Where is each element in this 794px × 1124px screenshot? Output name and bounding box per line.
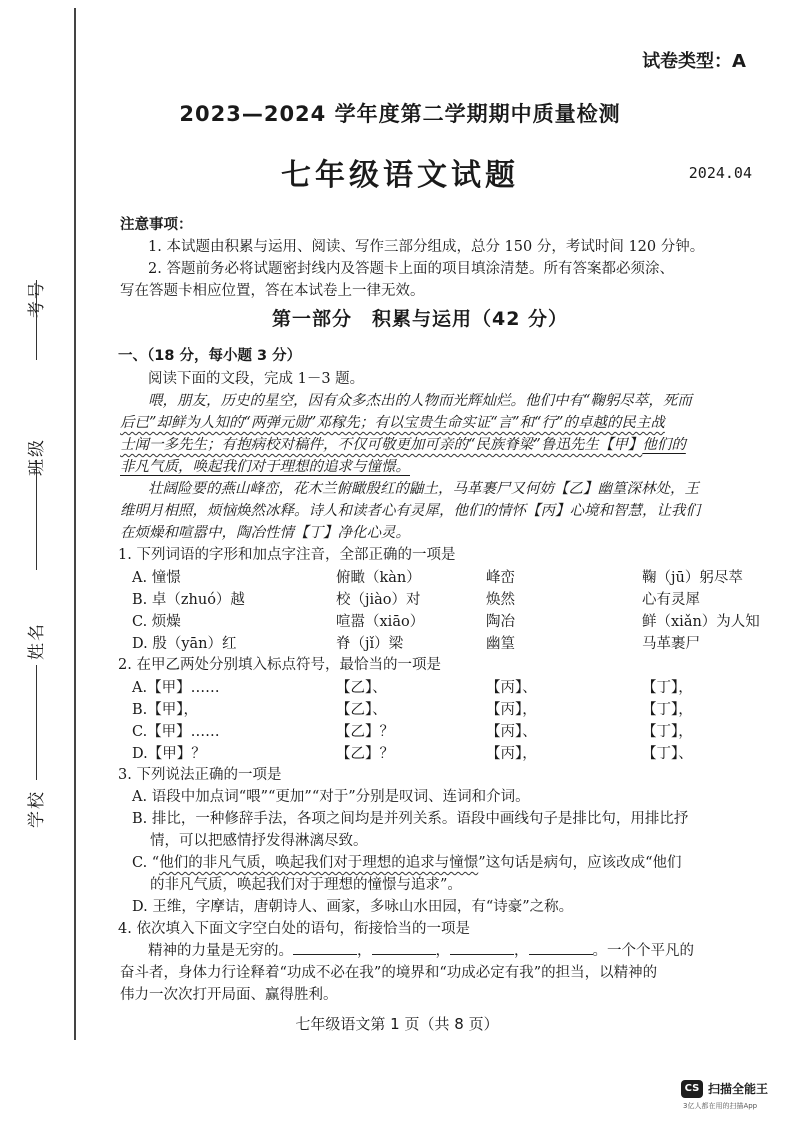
option-text: 俯瞰（kàn） xyxy=(336,570,421,586)
answer-blank[interactable] xyxy=(293,940,357,955)
passage-line: 维明月相照，烦恼焕然冰释。诗人和读者心有灵犀，他们的情怀【丙】心境和智慧，让我们 xyxy=(120,503,700,519)
notes-heading: 注意事项： xyxy=(120,217,193,233)
binding-line xyxy=(74,8,76,1040)
fill-text: 。一个个平凡的 xyxy=(592,943,694,959)
option-text: A. 憧憬 xyxy=(132,570,181,586)
notes-line: 1. 本试题由积累与运用、阅读、写作三部分组成，总分 150 分，考试时间 120 分钟。 xyxy=(148,239,705,255)
exam-date: 2024.04 xyxy=(688,164,752,182)
option-text: 【乙】、 xyxy=(336,702,387,718)
option-text: 【丙】、 xyxy=(486,724,537,740)
paper-type: 试卷类型：A xyxy=(642,51,746,72)
option-text: B. 卓（zhuó）越 xyxy=(132,592,245,608)
option-text: 【乙】？ xyxy=(336,746,394,762)
option-text: 【丙】、 xyxy=(486,680,537,696)
notes-line: 2. 答题前务必将试题密封线内及答题卡上面的项目填涂清楚。所有答案都必须涂、 xyxy=(148,261,674,277)
option-text: D. 王维，字摩诘，唐朝诗人、画家，多咏山水田园，有“诗豪”之称。 xyxy=(132,899,574,915)
option-text: 脊（jǐ）梁 xyxy=(336,636,404,652)
quoted-sentence: 他们的非凡气质，唤起我们对于理想的追求与憧憬 xyxy=(159,855,479,871)
margin-exam-no: 考号 xyxy=(27,280,47,318)
option-text: B.【甲】， xyxy=(132,702,199,718)
option-text: 鞠（jū）躬尽萃 xyxy=(642,570,743,586)
option-text: D. 殷（yān）红 xyxy=(132,636,237,652)
option-text: 鲜（xiǎn）为人知 xyxy=(642,614,760,630)
notes-line: 写在答题卡相应位置，答在本试卷上一律无效。 xyxy=(120,283,425,299)
option-text: 喧嚣（xiāo） xyxy=(336,614,425,630)
option-text: 心有灵犀 xyxy=(642,592,700,608)
passage-line: 非凡气质，唤起我们对于理想的追求与憧憬。 xyxy=(120,459,410,475)
scanner-tagline: 3亿人都在用的扫描App xyxy=(683,1102,758,1110)
scanner-logo-icon: CS xyxy=(681,1080,703,1098)
option-text: 【丙】， xyxy=(486,702,537,718)
option-text: 【丁】， xyxy=(642,680,693,696)
option-text: 【丙】， xyxy=(486,746,537,762)
option-text: C. 烦燥 xyxy=(132,614,181,630)
fill-blank-line: 精神的力量是无穷的。 ， ， ， 。一个个平凡的 xyxy=(148,940,694,962)
passage-instruction: 阅读下面的文段，完成 1－3 题。 xyxy=(148,371,365,387)
page-footer: 七年级语文第 1 页（共 8 页） xyxy=(295,1015,499,1033)
exam-title: 2023—2024 学年度第二学期期中质量检测 xyxy=(179,102,621,126)
passage-line: 壮阔险要的燕山峰峦，花木兰俯瞰殷红的鼬土，马革裹尸又何妨【乙】幽篁深林处，王 xyxy=(148,481,699,497)
question-stem: 2. 在甲乙两处分别填入标点符号，最恰当的一项是 xyxy=(118,657,441,673)
option-text: B. 排比，一种修辞手法，各项之间均是并列关系。语段中画线句子是排比句，用排比抒 xyxy=(132,811,689,827)
passage-line xyxy=(120,434,686,456)
option-text: 马革裹尸 xyxy=(642,636,700,652)
question-stem: 3. 下列说法正确的一项是 xyxy=(118,767,282,783)
answer-blank[interactable] xyxy=(372,940,436,955)
underlined-sentence: 士闻一多先生；有抱病校对稿件，不仅可敬更加可亲的“民族脊梁”鲁迅先生【甲】 xyxy=(120,437,643,453)
answer-blank[interactable] xyxy=(529,940,593,955)
option-text: 的非凡气质，唤起我们对于理想的憧憬与追求”。 xyxy=(150,877,462,893)
option-text: 【丁】、 xyxy=(642,746,693,762)
passage-line: 后已”却鲜为人知的“两弹元勋”邓稼先；有以宝贵生命实证“言”和“行”的卓越的民主战 xyxy=(120,415,665,431)
option-text: 焕然 xyxy=(486,592,515,608)
margin-class: 班级 xyxy=(27,438,47,476)
option-text: 情，可以把感情抒发得淋漓尽致。 xyxy=(150,833,368,849)
margin-rule xyxy=(36,460,38,570)
fill-text: 精神的力量是无穷的。 xyxy=(148,943,293,959)
option-text-part: C. “ xyxy=(132,855,160,871)
option-text: 峰峦 xyxy=(486,570,515,586)
option-text: A. 语段中加点词“喂”“更加”“对于”分别是叹词、连词和介词。 xyxy=(132,789,530,805)
option-text: A.【甲】…… xyxy=(132,680,220,696)
option-text: 【乙】、 xyxy=(336,680,387,696)
underlined-sentence: 他们的 xyxy=(642,437,686,453)
question-text: 伟力一次次打开局面、赢得胜利。 xyxy=(120,987,338,1003)
option-text-part: ”这句话是病句，应该改成“他们 xyxy=(478,855,682,871)
question-stem: 4. 依次填入下面文字空白处的语句，衔接恰当的一项是 xyxy=(118,921,470,937)
option-text: C.【甲】…… xyxy=(132,724,220,740)
margin-rule xyxy=(36,665,38,780)
passage-line: 喂，朋友，历史的星空，因有众多杰出的人物而光辉灿烂。他们中有“鞠躬尽萃，死而 xyxy=(148,393,692,409)
answer-blank[interactable] xyxy=(450,940,514,955)
option-text: 【丁】， xyxy=(642,702,693,718)
passage-line: 在烦燥和喧嚣中，陶冶性情【丁】净化心灵。 xyxy=(120,525,410,541)
option-text xyxy=(132,852,682,874)
option-text: 陶冶 xyxy=(486,614,515,630)
option-text: 【丁】， xyxy=(642,724,693,740)
scanner-brand: 扫描全能王 xyxy=(708,1082,769,1096)
margin-name: 姓名 xyxy=(27,622,47,660)
section-title: 第一部分 积累与运用（42 分） xyxy=(271,308,569,330)
option-text: 校（jiào）对 xyxy=(336,592,421,608)
subject-title: 七年级语文试题 xyxy=(281,158,519,193)
margin-school: 学校 xyxy=(27,790,47,828)
question-stem: 1. 下列词语的字形和加点字注音，全部正确的一项是 xyxy=(118,547,456,563)
option-text: 【乙】？ xyxy=(336,724,394,740)
question-text: 奋斗者，身体力行诠释着“功成不必在我”的境界和“功成必定有我”的担当，以精神的 xyxy=(120,965,658,981)
option-text: 幽篁 xyxy=(486,636,515,652)
question-group-heading: 一、（18 分，每小题 3 分） xyxy=(118,348,302,364)
option-text: D.【甲】？ xyxy=(132,746,206,762)
